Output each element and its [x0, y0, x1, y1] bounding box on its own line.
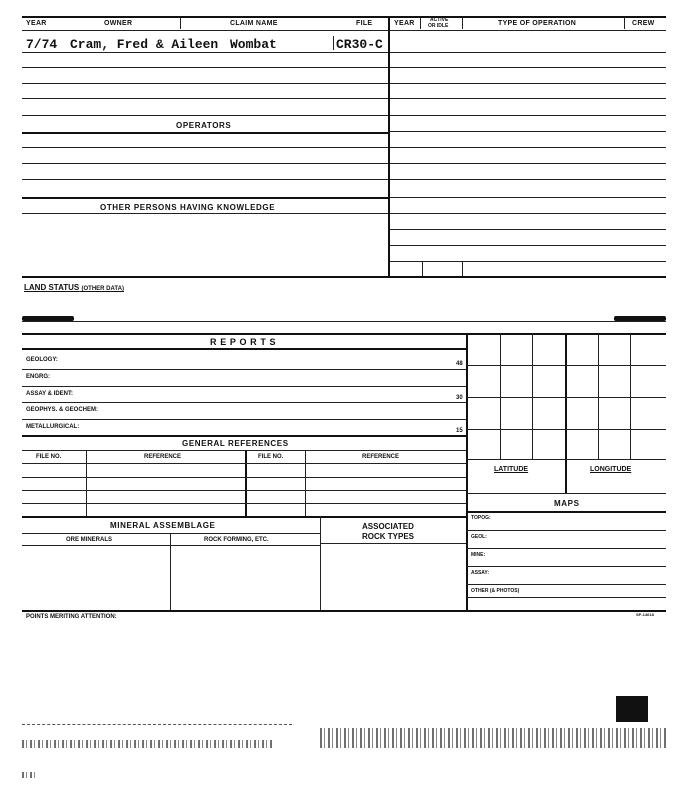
general-references-title: GENERAL REFERENCES	[182, 439, 289, 448]
map-geol: GEOL:	[471, 534, 487, 540]
ops-row-line	[390, 67, 666, 68]
ops-row-line	[390, 163, 666, 164]
land-status-sub: (OTHER DATA)	[81, 286, 124, 292]
operations-divider	[388, 16, 390, 276]
ops-row-line	[390, 179, 666, 180]
report-line	[22, 369, 466, 370]
year-header: YEAR	[26, 20, 47, 27]
report-assay: ASSAY & IDENT:	[26, 391, 74, 397]
land-status-label	[24, 283, 124, 292]
map-mine: MINE:	[471, 552, 486, 558]
report-metallurgical-num: 15	[456, 428, 463, 434]
ops-row-line	[390, 115, 666, 116]
associated-rock-line1: ASSOCIATED	[362, 522, 414, 531]
gen-ref-ref2-header: REFERENCE	[362, 454, 400, 460]
ops-year-header: YEAR	[394, 20, 415, 27]
ops-row-line	[390, 261, 666, 262]
scan-noise	[22, 772, 38, 778]
mineral-header-underline	[22, 545, 320, 546]
owner-header: OWNER	[104, 20, 133, 27]
claim-file: CR30-C	[336, 37, 383, 52]
mineral-assemblage-title: MINERAL ASSEMBLAGE	[110, 521, 216, 530]
ops-type-header: TYPE OF OPERATION	[498, 20, 577, 27]
ops-crew-divider	[624, 17, 625, 29]
report-line	[22, 402, 466, 403]
map-line	[466, 548, 666, 549]
file-header: FILE	[356, 20, 373, 27]
top-border	[22, 16, 666, 18]
grid-row	[466, 459, 666, 460]
gen-ref-file1-header: FILE NO.	[36, 454, 62, 460]
claim-row-line	[22, 115, 388, 116]
maps-title: MAPS	[554, 499, 580, 508]
claim-row-line	[22, 98, 388, 99]
claim-row-line	[22, 83, 388, 84]
gen-ref-title-underline	[22, 450, 466, 451]
gen-ref-line	[22, 490, 466, 491]
claim-row-line	[22, 67, 388, 68]
report-line	[22, 435, 466, 437]
ops-row-line	[390, 83, 666, 84]
grid-row	[466, 365, 666, 366]
grid-col	[598, 333, 599, 459]
map-assay: ASSAY:	[471, 570, 490, 576]
form-bottom-border	[22, 610, 666, 612]
ops-row-line	[390, 131, 666, 132]
scan-dashed-line	[22, 724, 292, 725]
other-persons-underline	[22, 213, 388, 214]
report-engrg: ENGRG:	[26, 374, 50, 380]
rock-forming-header: ROCK FORMING, ETC.	[204, 537, 269, 543]
gen-ref-bottom	[22, 516, 466, 518]
ops-year-divider	[420, 17, 421, 29]
map-line	[466, 530, 666, 531]
ops-row-line	[390, 197, 666, 198]
ops-row-line	[390, 98, 666, 99]
points-meriting-attention: POINTS MERITING ATTENTION:	[26, 614, 117, 620]
ops-row-line	[390, 213, 666, 214]
scan-noise	[22, 740, 272, 748]
gen-ref-col	[305, 450, 306, 516]
ops-row-line	[390, 229, 666, 230]
reports-right-border	[466, 333, 468, 610]
mineral-right-border	[320, 516, 321, 610]
maps-title-underline	[466, 511, 666, 513]
report-geology-num: 48	[456, 361, 463, 367]
file-col-divider	[333, 36, 334, 50]
latitude-label: LATITUDE	[494, 466, 529, 473]
scan-mark-square	[616, 696, 648, 722]
land-status-text: LAND STATUS	[24, 283, 80, 292]
reports-title: R E P O R T S	[210, 337, 277, 347]
report-line	[22, 386, 466, 387]
ops-active-divider	[462, 17, 463, 29]
ops-active-header: ACTIVE	[430, 17, 449, 23]
ops-bottom-tick	[422, 262, 423, 276]
report-metallurgical: METALLURGICAL:	[26, 424, 80, 430]
scan-noise	[320, 728, 666, 748]
grid-row	[466, 397, 666, 398]
claim-owner: Cram, Fred & Aileen	[70, 37, 219, 52]
mineral-col-divider	[170, 533, 171, 610]
grid-col	[500, 333, 501, 459]
ops-bottom-tick	[462, 262, 463, 276]
mineral-title-underline	[22, 533, 320, 534]
longitude-label: LONGITUDE	[590, 466, 632, 473]
gen-ref-line	[22, 463, 466, 464]
ops-row-line	[390, 52, 666, 53]
grid-row	[466, 429, 666, 430]
grid-col	[532, 333, 533, 459]
report-geology: GEOLOGY:	[26, 357, 58, 363]
claim-name-header: CLAIM NAME	[230, 20, 278, 27]
operator-row-line	[22, 163, 388, 164]
gen-ref-ref1-header: REFERENCE	[144, 454, 182, 460]
operator-row-line	[22, 197, 388, 199]
operator-row-line	[22, 147, 388, 148]
ore-minerals-header: ORE MINERALS	[66, 537, 113, 543]
form-number: SP-14618	[636, 612, 654, 617]
gen-ref-col	[245, 450, 247, 516]
claim-row-line	[22, 52, 388, 53]
claim-year: 7/74	[26, 37, 58, 52]
gen-ref-col	[86, 450, 87, 516]
grid-col	[630, 333, 631, 459]
report-geophys: GEOPHYS. & GEOCHEM:	[26, 407, 99, 413]
reports-title-underline	[22, 348, 466, 350]
map-line	[466, 597, 666, 598]
operators-underline	[22, 132, 388, 134]
reports-top-border	[22, 333, 666, 335]
claim-name: Wombat	[230, 37, 277, 52]
report-line	[22, 419, 466, 420]
ops-crew-header: CREW	[632, 20, 655, 27]
associated-rock-line2: ROCK TYPES	[362, 532, 415, 541]
land-status-line	[22, 321, 666, 322]
other-persons-title: OTHER PERSONS HAVING KNOWLEDGE	[100, 203, 276, 212]
associated-underline	[320, 543, 466, 544]
grid-col	[565, 333, 567, 493]
ops-idle-header: OR IDLE	[428, 23, 449, 29]
gen-ref-line	[22, 477, 466, 478]
map-topog: TOPOG:	[471, 515, 491, 521]
ops-row-line	[390, 245, 666, 246]
operators-title: OPERATORS	[176, 121, 232, 130]
report-assay-num: 30	[456, 395, 463, 401]
ops-bottom-line	[22, 276, 666, 278]
header-divider	[180, 17, 181, 29]
gen-ref-line	[22, 503, 466, 504]
ops-row-line	[390, 147, 666, 148]
latlong-underline	[466, 493, 666, 494]
header-underline	[22, 30, 666, 31]
map-other: OTHER (& PHOTOS)	[471, 588, 520, 594]
gen-ref-file2-header: FILE NO.	[258, 454, 284, 460]
operator-row-line	[22, 179, 388, 180]
map-line	[466, 566, 666, 567]
map-line	[466, 584, 666, 585]
